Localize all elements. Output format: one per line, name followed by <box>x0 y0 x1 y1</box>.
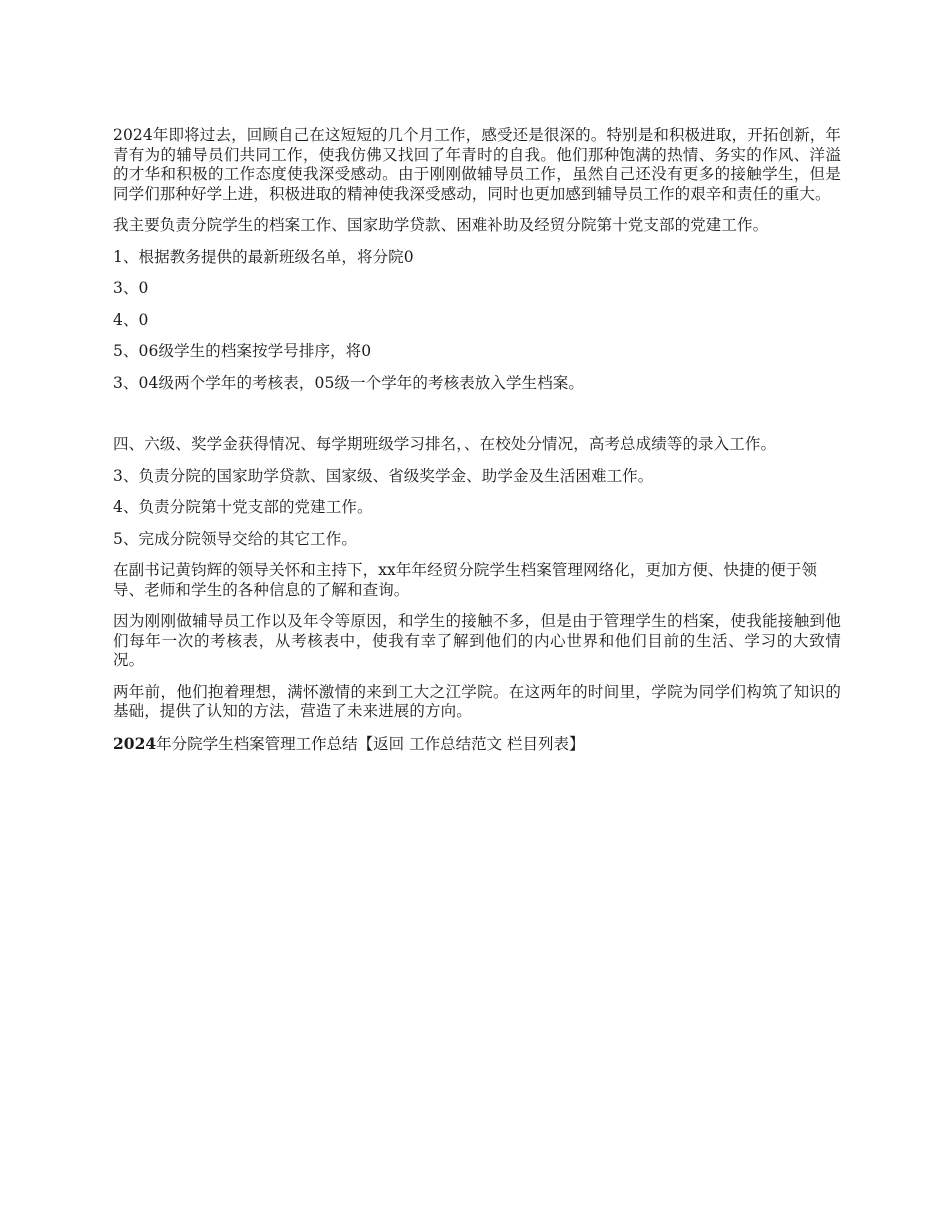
paragraph-contact: 因为刚刚做辅导员工作以及年令等原因，和学生的接触不多，但是由于管理学生的档案，使我能接触到他们每年一次的考核表，从考核表中，使我有幸了解到他们的内心世界和他们目前的生活、学习的大致情况。 <box>113 612 841 669</box>
paragraph-intro: 2024年即将过去，回顾自己在这短短的几个月工作，感受还是很深的。特别是和积极进取，开拓创新，年青有为的辅导员们共同工作，使我仿佛又找回了年青时的自我。他们那种饱满的热情、务实的作风、洋溢的才华和积极的工作态度使我深受感动。由于刚刚做辅导员工作，虽然自己还没有更多的接触学生，但是同学们那种好学上进，积极进取的精神使我深受感动，同时也更加感到辅导员工作的艰辛和责任的重大。 <box>113 126 841 203</box>
footer-text: 年分院学生档案管理工作总结【返回 工作总结范文 栏目列表】 <box>156 734 585 753</box>
footer-title-link[interactable] <box>113 734 841 755</box>
document-body <box>113 126 841 754</box>
footer-year: 2024 <box>113 733 157 753</box>
list-item: 4、负责分院第十党支部的党建工作。 <box>113 498 373 516</box>
paragraph-records: 四、六级、奖学金获得情况、每学期班级学习排名，、在校处分情况，高考总成绩等的录入工作。 <box>113 435 777 453</box>
list-item: 3、负责分院的国家助学贷款、国家级、省级奖学金、助学金及生活困难工作。 <box>113 466 654 485</box>
list-item: 3、04级两个学年的考核表，05级一个学年的考核表放入学生档案。 <box>113 373 585 392</box>
section-gap <box>113 405 841 435</box>
list-item: 5、完成分院领导交给的其它工作。 <box>113 529 357 548</box>
list-item: 3、0 <box>113 279 149 297</box>
paragraph-networking: 在副书记黄钧辉的领导关怀和主持下，xx年年经贸分院学生档案管理网络化，更加方便、快捷的便于领导、老师和学生的各种信息的了解和查询。 <box>113 561 818 599</box>
list-item: 4、0 <box>113 310 149 329</box>
paragraph-responsibilities: 我主要负责分院学生的档案工作、国家助学贷款、困难补助及经贸分院第十党支部的党建工作。 <box>113 216 769 234</box>
paragraph-two-years: 两年前，他们抱着理想，满怀激情的来到工大之江学院。在这两年的时间里，学院为同学们构筑了知识的基础，提供了认知的方法，营造了未来进展的方向。 <box>113 682 841 720</box>
list-item: 5、06级学生的档案按学号排序，将0 <box>113 342 372 360</box>
list-item: 1、根据教务提供的最新班级名单，将分院0 <box>113 247 414 266</box>
